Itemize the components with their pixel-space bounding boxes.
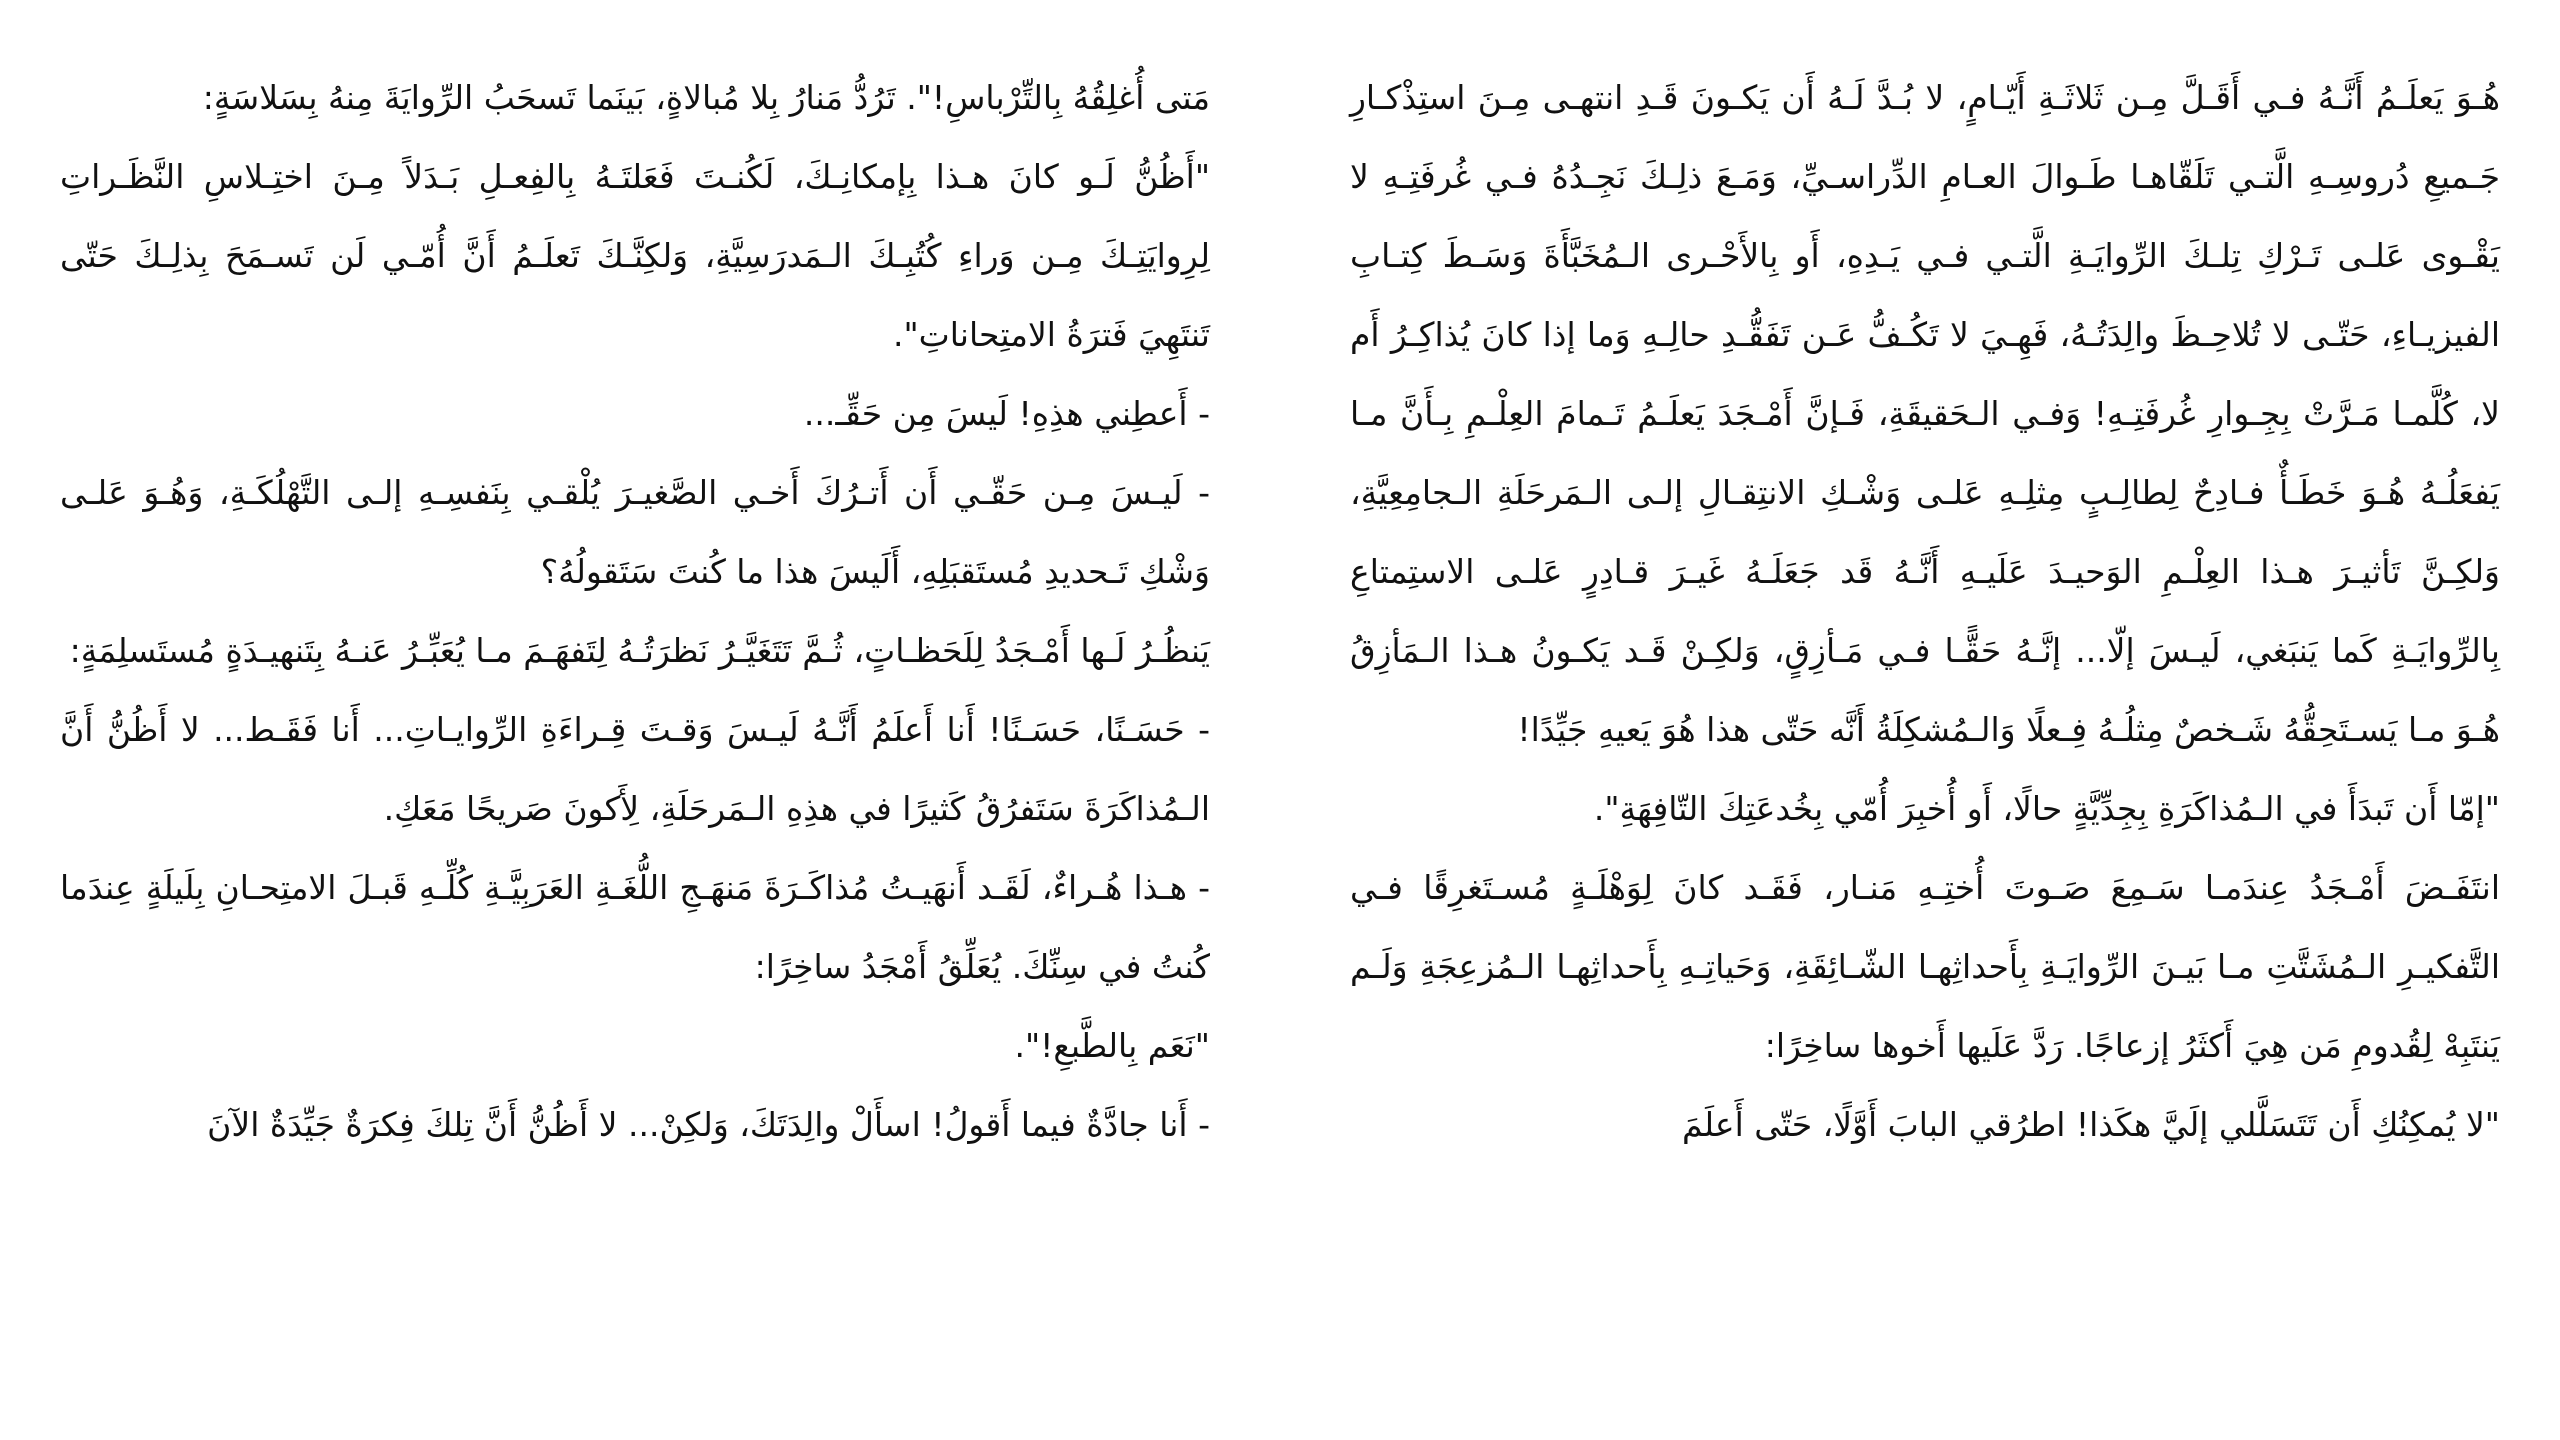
dialogue-line-3: - حَسَـنًا، حَسَـنًا! أَنا أَعلَمُ أَنَّـهُ لَيـسَ وَقـتَ قِـراءَةِ الرِّوايـاتِ... أَنا فَقَـط... لا أَظُنُّ أَنَّ الـمُذاكَرَةَ سَتَفرُقُ كَثيرًا في هذِهِ الـمَرحَلَةِ، لِأَكونَ صَريحًا مَعَكِ. <box>60 710 1210 828</box>
dialogue-line-5: - أَنا جادَّةٌ فيما أَقولُ! اسأَلْ والِدَتَكَ، وَلكِنْ... لا أَظُنُّ أَنَّ تِلكَ فِكرَةٌ جَيِّدَةٌ الآنَ <box>207 1105 1210 1144</box>
paragraph-quote-4: "نَعَم بِالطَّبعِ!". <box>1014 1026 1210 1065</box>
dialogue-line-2: - لَيـسَ مِـن حَقّـي أَن أَتـرُكَ أَخـي الصَّغيـرَ يُلْقـي بِنَفسِـهِ إلـى التَّهْلُكَـةِ، وَهُـوَ عَلـى وَشْكِ تَـحديدِ مُستَقبَلِهِ، أَلَيسَ هذا ما كُنتَ سَتَقولُهُ؟ <box>60 473 1210 591</box>
paragraph-quote-3: "أَظُنُّ لَـو كانَ هـذا بِإمكانِـكَ، لَكُنـتَ فَعَلتَـهُ بِالفِعـلِ بَـدَلاً مِـنَ اختِـلاسِ النَّظَـراتِ لِرِوايَتِـكَ مِـن وَراءِ كُتُبِـكَ الـمَدرَسِيَّةِ، وَلكِنَّـكَ تَعلَـمُ أَنَّ أُمّـي لَن تَسـمَحَ بِذلِـكَ حَتّى تَنتَهِيَ فَترَةُ الامتِحاناتِ". <box>60 157 1210 354</box>
paragraph-quote-1: "إمّا أَن تَبدَأَ في الـمُذاكَرَةِ بِجِدِّيَّةٍ حالًا، أَو أُخبِرَ أُمّي بِخُدعَتِكَ التّافِهَةِ". <box>1593 789 2500 828</box>
paragraph-narration-3: يَنظُـرُ لَـها أَمْـجَدُ لِلَحَظـاتٍ، ثُـمَّ تَتَغَيَّـرُ نَظرَتُـهُ لِتَفهَـمَ مـا يُعَبِّـرُ عَنـهُ بِتَنهيـدَةٍ مُستَسلِمَةٍ: <box>69 631 1210 670</box>
paragraph-narration-2: انتَفَـضَ أَمْـجَدُ عِندَمـا سَـمِعَ صَـوتَ أُختِـهِ مَنـار، فَقَـد كانَ لِوَهْلَـةٍ مُسـتَغرِقًا فـي التَّفكيـرِ الـمُشَتَّتِ مـا بَيـنَ الرِّوايَـةِ بِأَحداثِهـا الشّـائِقَةِ، وَحَياتِـهِ بِأَحداثِهـا الـمُزعِجَةِ وَلَـم يَنتَبِهْ لِقُدومِ مَن هِيَ أَكثَرُ إزعاجًا. رَدَّ عَلَيها أَخوها ساخِرًا: <box>1350 868 2500 1065</box>
dialogue-line-1: - أَعطِني هذِهِ! لَيسَ مِن حَقِّـ... <box>803 394 1210 433</box>
paragraph-quote-continued: مَتى أُغلِقُهُ بِالتِّرْباسِ!". تَرُدُّ مَنارُ بِلا مُبالاةٍ، بَينَما تَسحَبُ الرِّوايَةَ مِنهُ بِسَلاسَةٍ: <box>202 78 1210 117</box>
paragraph-quote-2: "لا يُمكِنُكِ أَن تَتَسَلَّلي إلَيَّ هكَذا! اطرُقي البابَ أَوَّلًا، حَتّى أَعلَمَ <box>1682 1105 2500 1144</box>
paragraph-narration-1: هُـوَ يَعلَـمُ أَنَّـهُ فـي أَقَـلَّ مِـن ثَلاثَـةِ أَيّـامٍ، لا بُـدَّ لَـهُ أَن يَكـونَ قَـدِ انتهـى مِـنَ استِذْكـارِ جَـميعِ دُروسِـهِ الَّتـي تَلَقّاهـا طَـوالَ العـامِ الدِّراسـيِّ، وَمَـعَ ذلِـكَ نَجِـدُهُ فـي غُرفَتِـهِ لا يَقْـوى عَلـى تَـرْكِ تِلـكَ الرِّوايَـةِ الَّتـي فـي يَـدِهِ، أَو بِالأَحْـرى الـمُخَبَّأَةَ وَسَـطَ كِتـابِ الفيزيـاءِ، حَتّـى لا تُلاحِـظَ والِدَتُـهُ، فَهِـيَ لا تَكُـفُّ عَـن تَفَقُّـدِ حالِـهِ وَما إذا كانَ يُذاكِـرُ أَم لا، كُلَّمـا مَـرَّتْ بِجِـوارِ غُرفَتِـهِ! وَفـي الـحَقيقَةِ، فَـإنَّ أَمْـجَدَ يَعلَـمُ تَـمامَ العِلْـمِ بِـأَنَّ مـا يَفعَلُـهُ هُـوَ خَطَـأٌ فـادِحٌ لِطالِـبٍ مِثلِـهِ عَلـى وَشْـكِ الانتِقـالِ إلـى الـمَرحَلَةِ الـجامِعِيَّةِ، وَلكِـنَّ تَأثيـرَ هـذا العِلْـمِ الوَحيـدَ عَلَيـهِ أَنَّـهُ قَد جَعَلَـهُ غَيـرَ قـادِرٍ عَلـى الاستِمتاعِ بِالرِّوايَـةِ كَما يَنبَغي، لَيـسَ إلّا... إنَّـهُ حَقًّـا فـي مَـأزِقٍ، وَلكِـنْ قَـد يَكـونُ هـذا الـمَأزِقُ هُـوَ مـا يَسـتَحِقُّهُ شَـخصٌ مِثلُـهُ فِـعلًا وَالـمُشكِلَةُ أَنَّه حَتّى هذا هُوَ يَعيهِ جَيِّدًا! <box>1350 78 2500 749</box>
right-page-text <box>1350 58 2500 1164</box>
page-gutter <box>1280 0 1281 1440</box>
dialogue-line-4: - هـذا هُـراءٌ، لَقَـد أَنهَيـتُ مُذاكَـرَةَ مَنهَـجِ اللُّغَـةِ العَرَبِيَّـةِ كُلِّـهِ قَبـلَ الامتِحـانِ بِلَيلَةٍ عِندَما كُنتُ في سِنِّكَ. يُعَلِّقُ أَمْجَدُ ساخِرًا: <box>60 868 1210 986</box>
left-page-text <box>60 58 1210 1164</box>
